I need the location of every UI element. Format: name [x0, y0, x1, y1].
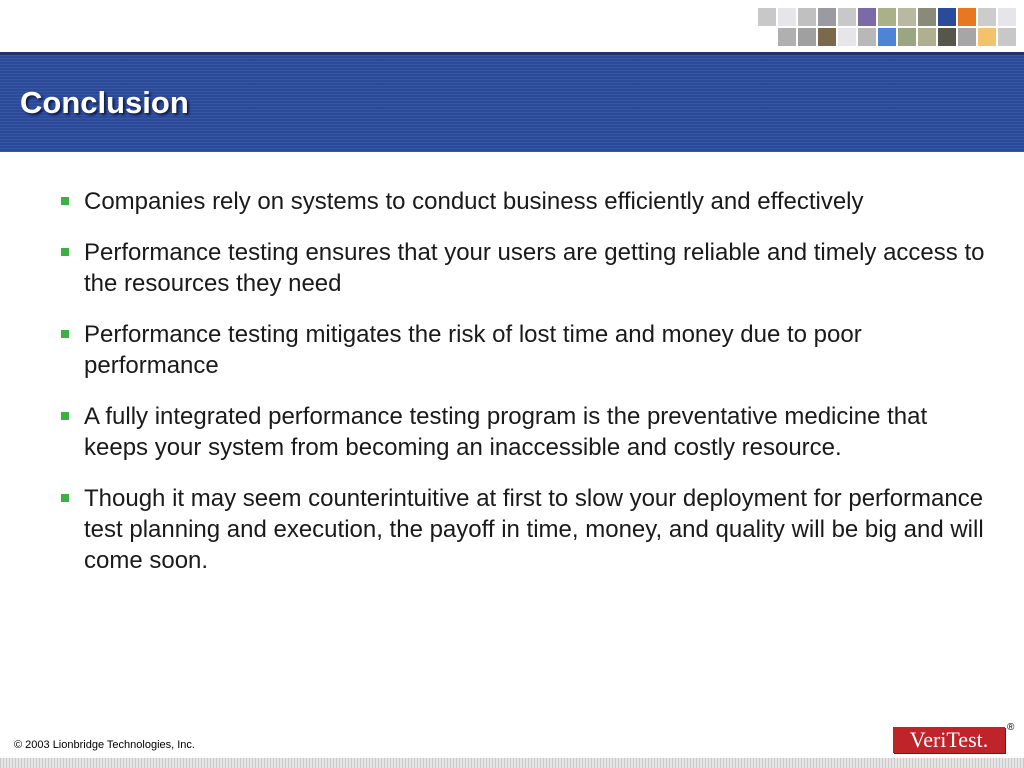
bullet-item [58, 186, 988, 217]
bullet-text: Companies rely on systems to conduct business efficiently and effectively [84, 188, 864, 215]
bullet-item [58, 401, 988, 463]
bullet-item [58, 319, 988, 381]
square-bullet-icon [61, 494, 69, 502]
bullet-text: Though it may seem counterintuitive at first to slow your deployment for performance test planning and execution, the payoff in time, money, and quality will be big and will come soon. [84, 485, 984, 574]
bullet-item [58, 483, 988, 576]
veritest-logo: VeriTest. [893, 727, 1005, 753]
copyright-notice: © 2003 Lionbridge Technologies, Inc. [14, 739, 195, 751]
bullet-text: Performance testing mitigates the risk of lost time and money due to poor performance [84, 321, 862, 379]
footer-stripe [0, 758, 1024, 768]
square-bullet-icon [61, 412, 69, 420]
registered-mark: ® [1007, 722, 1015, 733]
square-bullet-icon [61, 197, 69, 205]
bullet-item [58, 237, 988, 299]
square-bullet-icon [61, 330, 69, 338]
bullet-list [58, 186, 988, 596]
title-band [0, 52, 1024, 152]
bullet-text: Performance testing ensures that your users are getting reliable and timely access to the resources they need [84, 239, 985, 297]
bullet-text: A fully integrated performance testing program is the preventative medicine that keeps your system from becoming an inaccessible and costly resource. [84, 403, 928, 461]
slide-title: Conclusion [20, 85, 189, 120]
decorative-mosaic [758, 8, 1022, 48]
square-bullet-icon [61, 248, 69, 256]
